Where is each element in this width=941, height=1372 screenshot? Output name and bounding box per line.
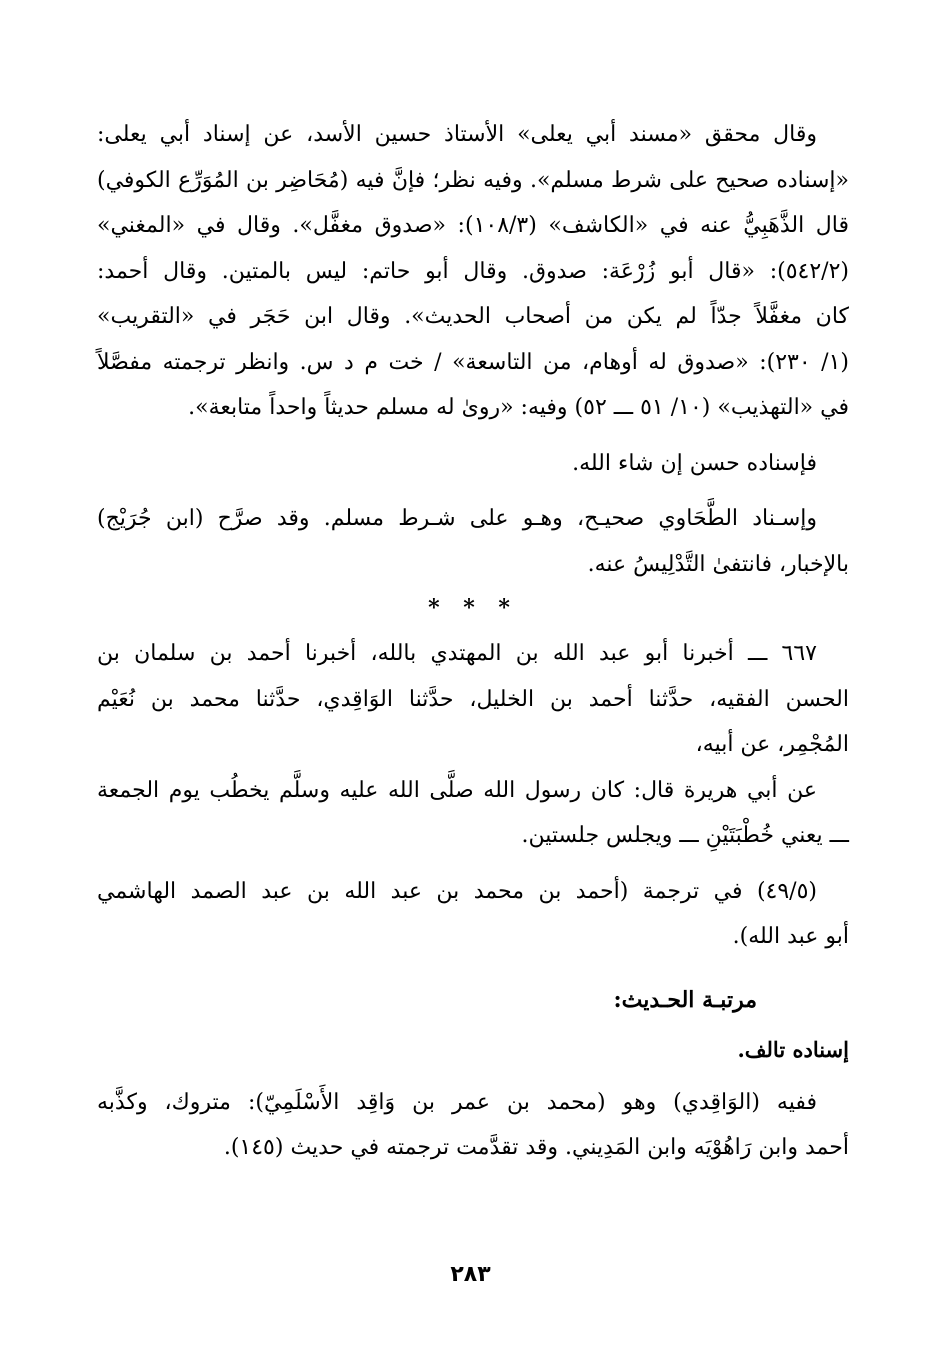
hadith-source	[97, 869, 849, 960]
text-line: ـــ يعني خُطْبَتَيْنِ ـــ ويجلس جلستين.	[521, 823, 849, 848]
paragraph-commentary-4	[97, 1080, 849, 1171]
text-line: ففيه (الوَاقِدي) وهو (محمد بن عمر بن وَاقِد الأَسْلَمِيّ): متروك، وكذَّبه	[97, 1089, 817, 1115]
text-line: بالإخبار، فانتفىٰ التَّدْلِيسُ عنه.	[587, 551, 849, 577]
text-line: الحسن الفقيه، حدَّثنا أحمد بن الخليل، حدَّثنا الوَاقِدي، حدَّثنا محمد بن نُعَيْم	[97, 686, 849, 712]
text-line: عن أبي هريرة قال: كان رسول الله صلَّى الله عليه وسلَّم يخطُب يوم الجمعة	[97, 777, 817, 803]
hadith-text	[97, 768, 849, 859]
hadith-chain	[97, 631, 849, 768]
text-line: (١/ ٢٣٠): «صدوق له أوهام، من التاسعة» / خت م د س. وانظر ترجمته مفصَّلاً	[97, 349, 849, 375]
text-line: فإسناده حسن إن شاء الله.	[572, 450, 817, 476]
section-separator: * * *	[428, 595, 518, 621]
paragraph-commentary-2	[97, 441, 849, 487]
paragraph-commentary-1	[97, 112, 849, 431]
page-body	[97, 112, 849, 1171]
paragraph-commentary-3	[97, 496, 849, 587]
text-line: في «التهذيب» (١٠/ ٥١ ـــ ٥٢) وفيه: «روىٰ له مسلم حديثاً واحداً متابعة».	[188, 395, 849, 420]
text-line: أبو عبد الله).	[732, 924, 849, 949]
text-line: أحمد وابن رَاهُوْيَه وابن المَدِيني. وقد تقدَّمت ترجمته في حديث (١٤٥).	[223, 1135, 849, 1160]
text-line: المُجْمِر، عن أبيه،	[695, 732, 849, 757]
text-line: (٥٤٢/٢): «قال أبو زُرْعَة: صدوق. وقال أبو حاتم: ليس بالمتين. وقال أحمد:	[97, 258, 849, 284]
page-number: ٢٨٣	[450, 1262, 491, 1287]
text-line: «إسناده صحيح على شرط مسلم». وفيه نظر؛ فإنَّ فيه (مُحَاضِر بن المُوَرِّع الكوفي)	[97, 167, 849, 193]
text-line: وقال محقق «مسند أبي يعلى» الأستاذ حسين الأسد، عن إسناد أبي يعلى:	[97, 122, 817, 147]
verdict-text: إسناده تالف.	[737, 1036, 849, 1062]
text-line: وإسـناد الطَّحَاوي صحيـح، وهـو على شـرط مسلم. وقد صرَّح (ابن جُرَيْج)	[97, 506, 817, 531]
text-line: (٤٩/٥) في ترجمة (أحمد بن محمد بن عبد الله بن عبد الصمد الهاشمي	[97, 878, 817, 904]
text-line: قال الذَّهَبِيُّ عنه في «الكاشف» (١٠٨/٣): «صدوق مغفَّل». وقال في «المغني»	[97, 213, 849, 238]
section-heading: مرتبـة الحـديث:	[613, 986, 757, 1013]
text-line: كان مغفَّلاً جدّاً لم يكن من أصحاب الحديث». وقال ابن حَجَر في «التقريب»	[97, 304, 849, 329]
text-line: ٦٦٧ ـــ أخبرنا أبو عبد الله بن المهتدي بالله، أخبرنا أحمد بن سلمان بن	[97, 641, 817, 666]
